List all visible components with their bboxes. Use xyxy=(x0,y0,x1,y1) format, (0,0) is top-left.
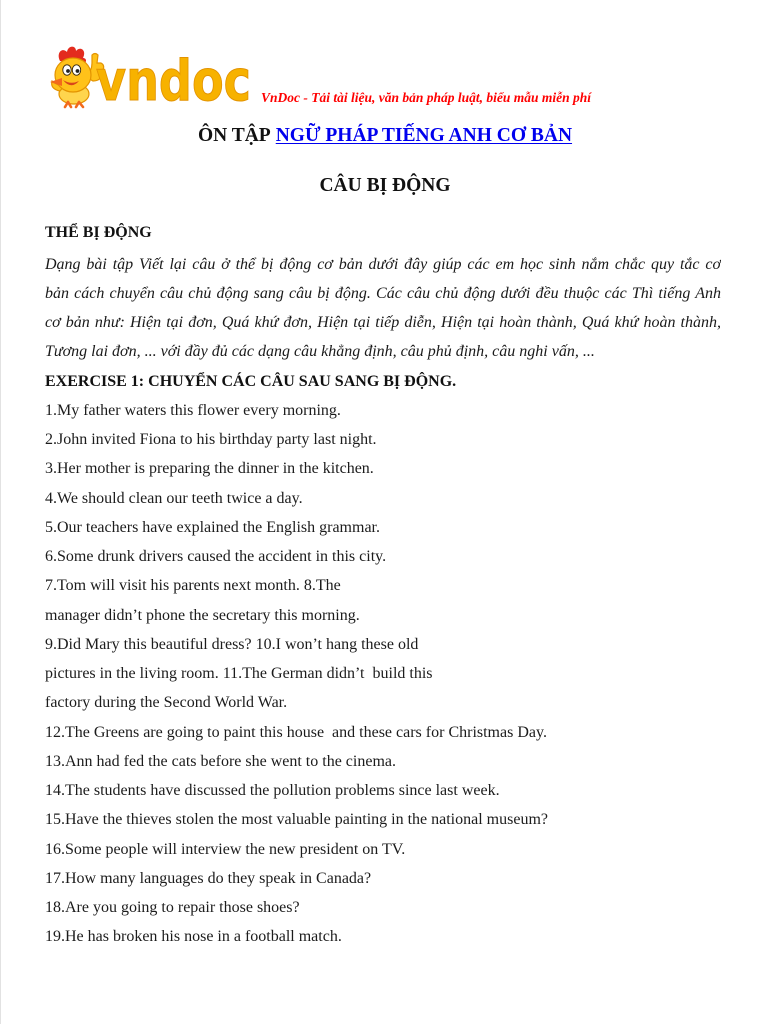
exercise-line: 4.We should clean our teeth twice a day. xyxy=(45,489,303,507)
section-heading: THỂ BỊ ĐỘNG xyxy=(45,224,152,241)
page-title xyxy=(1,124,768,148)
exercise-line: 19.He has broken his nose in a football match. xyxy=(45,928,342,946)
page-title-prefix: ÔN TẬP xyxy=(197,125,271,146)
vndoc-logo[interactable] xyxy=(47,44,257,114)
document-body xyxy=(45,250,721,952)
exercise-line: 18.Are you going to repair those shoes? xyxy=(45,899,300,916)
exercise-line: 15.Have the thieves stolen the most valuable painting in the national museum? xyxy=(45,811,548,829)
exercise-line: 7.Tom will visit his parents next month. 8.The xyxy=(45,577,341,595)
logo-wordmark: vndoc xyxy=(96,49,251,114)
page-subtitle: CÂU BỊ ĐỘNG xyxy=(319,175,451,196)
intro-paragraph-line: Dạng bài tập Viết lại câu ở thể bị động cơ bản dưới đây giúp các em học sinh nắm chắc quy tắc cơ xyxy=(45,255,721,273)
exercise-line: 16.Some people will interview the new president on TV. xyxy=(45,840,406,858)
grammar-topic-link[interactable]: NGỮ PHÁP TIẾNG ANH CƠ BẢN xyxy=(275,125,573,146)
exercise-line: factory during the Second World War. xyxy=(45,694,288,712)
exercise-line: 3.Her mother is preparing the dinner in the kitchen. xyxy=(45,460,374,478)
intro-paragraph-line: bản cách chuyển câu chủ động sang câu bị động. Các câu chủ động dưới đều thuộc các Thì tiếng Anh xyxy=(45,284,721,302)
exercise-heading: EXERCISE 1: CHUYỂN CÁC CÂU SAU SANG BỊ ĐỘNG. xyxy=(45,372,457,390)
exercise-line: 13.Ann had fed the cats before she went to the cinema. xyxy=(45,752,396,770)
exercise-line: 14.The students have discussed the pollution problems since last week. xyxy=(45,782,500,799)
intro-paragraph-line: Tương lai đơn, ... với đầy đủ các dạng câu khẳng định, câu phủ định, câu nghi vấn, ... xyxy=(45,343,595,361)
exercise-line: 17.How many languages do they speak in Canada? xyxy=(45,869,372,887)
exercise-line: 1.My father waters this flower every morning. xyxy=(45,401,341,419)
exercise-line: 9.Did Mary this beautiful dress? 10.I won’t hang these old xyxy=(45,635,419,653)
site-tagline[interactable]: VnDoc - Tải tài liệu, văn bản pháp luật, biểu mẫu miễn phí xyxy=(261,90,592,105)
exercise-line: manager didn’t phone the secretary this morning. xyxy=(45,606,360,624)
intro-paragraph-line: cơ bản như: Hiện tại đơn, Quá khứ đơn, Hiện tại tiếp diễn, Hiện tại hoàn thành, Quá khứ hoàn thành, xyxy=(45,314,721,331)
exercise-line: 5.Our teachers have explained the English grammar. xyxy=(45,518,380,536)
exercise-line: 6.Some drunk drivers caused the accident in this city. xyxy=(45,548,387,565)
exercise-line: pictures in the living room. 11.The German didn’t build this xyxy=(45,665,433,682)
exercise-line: 2.John invited Fiona to his birthday party last night. xyxy=(45,431,377,448)
exercise-line: 12.The Greens are going to paint this house and these cars for Christmas Day. xyxy=(45,723,547,741)
